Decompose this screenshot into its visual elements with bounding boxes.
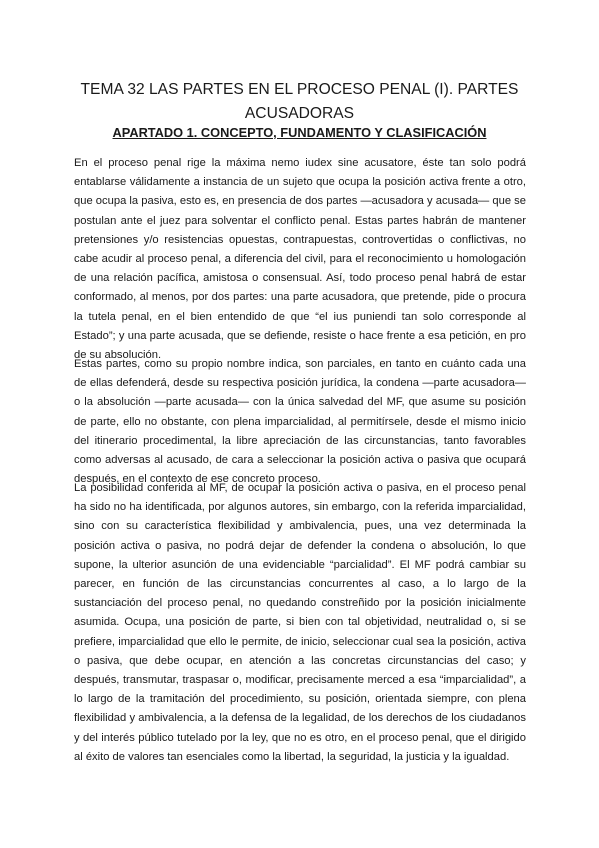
paragraph-2: Estas partes, como su propio nombre indica, son parciales, en tanto en cuánto cada una de ellas defenderá, desde su respectiva posición jurídica, la condena —parte acusadora— o la absolución —parte acusada— con la única salvedad del MF, que asume su posición de parte, ello no obstante, con plena imparcialidad, al permitírsele, desde el mismo inicio del itinerario procedimental, la libre apreciación de las circunstancias, tanto favorables como adversas al acusado, de cara a seleccionar la posición activa o pasiva que ocupará después, en el contexto de ese concreto proceso.	[74, 358, 526, 486]
paragraph-3: La posibilidad conferida al MF, de ocupar la posición activa o pasiva, en el proceso penal ha sido no ha identificada, por algunos autores, sin embargo, con la referida imparcialidad, sino con su característica flexibilidad y ambivalencia, pues, una vez determinada la posición activa o pasiva, no podrá dejar de defender la condena o absolución, lo que supone, la ulterior asunción de una evidenciable “parcialidad”. El MF podrá cambiar su parecer, en función de las circunstancias concurrentes al caso, a lo largo de la sustanciación del proceso penal, no quedando constreñido por la posición inicialmente asumida. Ocupa, una posición de parte, si bien con tal objetividad, neutralidad o, si se prefiere, imparcialidad que ello le permite, de inicio, seleccionar cual sea la posición, activa o pasiva, que debe ocupar, en atención a las concretas circunstancias del caso; y después, transmutar, traspasar o, modificar, precisamente merced a esa “imparcialidad”, a lo largo de la tramitación del procedimiento, su posición, orientada siempre, con plena flexibilidad y ambivalencia, a la defensa de la legalidad, de los derechos de los ciudadanos y del interés público tutelado por la ley, que no es otro, en el proceso penal, que el dirigido al éxito de valores tan esenciales como la libertad, la seguridad, la justicia y la igualdad.	[74, 482, 526, 763]
section-heading: APARTADO 1. CONCEPTO, FUNDAMENTO Y CLASIFICACIÓN	[112, 125, 487, 140]
paragraph-1: En el proceso penal rige la máxima nemo iudex sine acusatore, éste tan solo podrá entablarse válidamente a instancia de un sujeto que ocupa la posición activa frente a otro, que ocupa la pasiva, esto es, en presencia de dos partes —acusadora y acusada— que se postulan ante el juez para solventar el conflicto penal. Estas partes habrán de mantener pretensiones y/o resistencias opuestas, contrapuestas, controvertidas o conflictivas, no cabe acudir al proceso penal, a diferencia del civil, para el reconocimiento u homologación de una relación pacífica, amistosa o consensual. Así, todo proceso penal habrá de estar conformado, al menos, por dos partes: una parte acusadora, que pretende, pide o procura la tutela penal, en el bien entendido de que “el ius puniendi tan solo corresponde al Estado”; y una parte acusada, que se defiende, resiste o hace frente a esa petición, en pro de su absolución.	[74, 157, 526, 362]
page-title: TEMA 32 LAS PARTES EN EL PROCESO PENAL (I). PARTES ACUSADORAS	[80, 81, 519, 122]
